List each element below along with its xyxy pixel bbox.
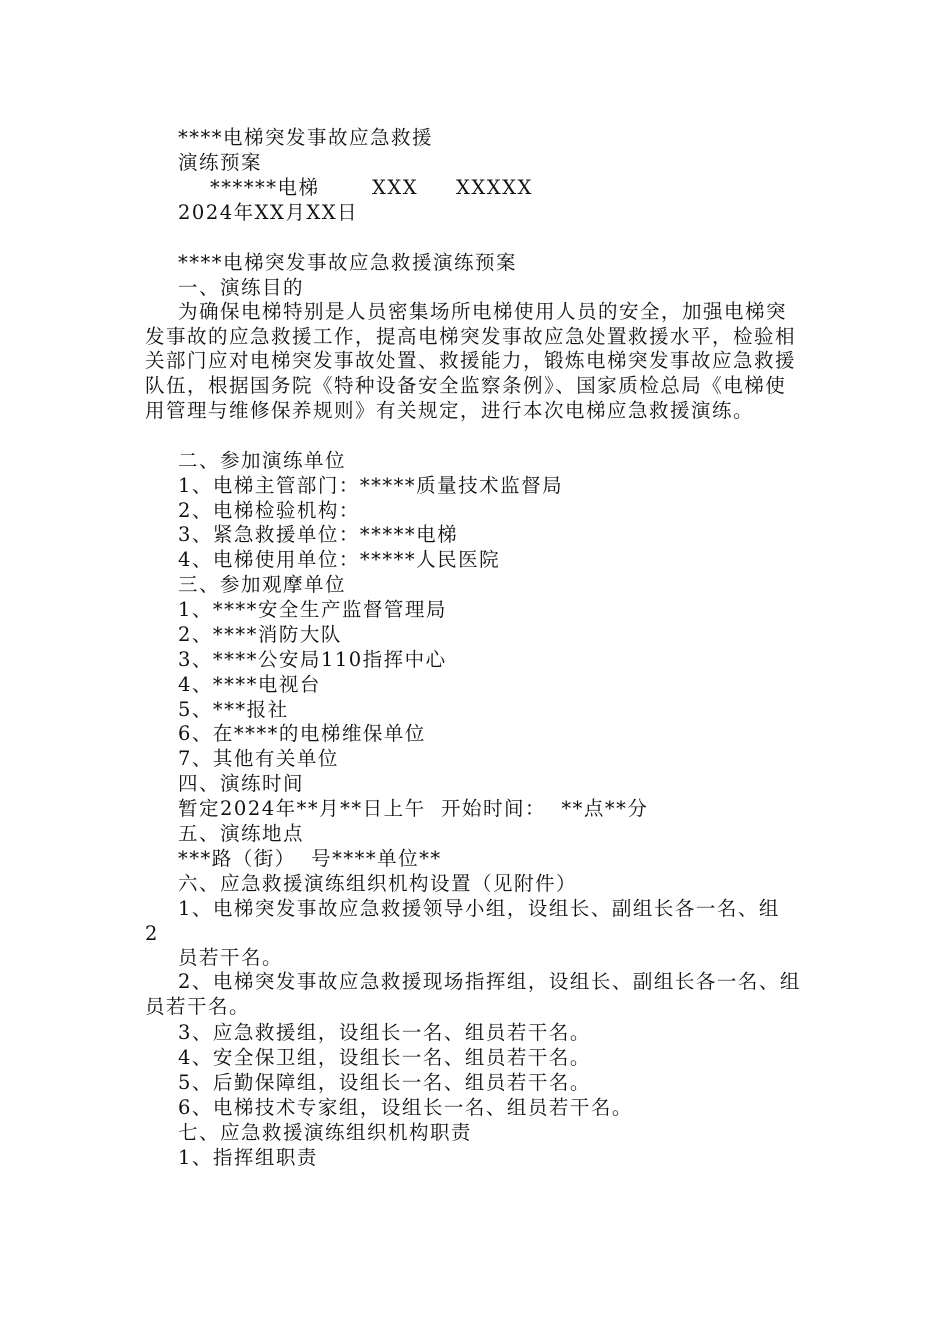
list-item: 3、应急救援组，设组长一名、组员若干名。 (178, 1021, 591, 1044)
section-1-heading: 一、演练目的 (178, 276, 305, 299)
document-title: ****电梯突发事故应急救援演练预案 (178, 251, 518, 274)
section-4-heading: 四、演练时间 (178, 772, 305, 795)
section-1-paragraph: 为确保电梯特别是人员密集场所电梯使用人员的安全，加强电梯突发事故的应急救援工作，提高电梯突发事故应急处置救援水平，检验相关部门应对电梯突发事故处置、救援能力，锻炼电梯突发事故应急救援队伍，根据国务院《特种设备安全监察条例》、国家质检总局《电梯使用管理与维修保养规则》有关规定，进行本次电梯应急救援演练。 (145, 300, 797, 422)
list-item: 2、电梯检验机构： (178, 499, 360, 522)
list-item: 4、电梯使用单位：*****人民医院 (178, 548, 501, 571)
list-item: 3、紧急救援单位：*****电梯 (178, 523, 459, 546)
section-5-text: ***路（街） 号****单位** (178, 847, 442, 870)
list-item: 1、****安全生产监督管理局 (178, 598, 447, 621)
cover-title-line1: ****电梯突发事故应急救援 (178, 126, 434, 149)
cover-field-1: XXX (372, 176, 419, 199)
cover-title-line2: 演练预案 (178, 151, 263, 174)
list-item: 4、****电视台 (178, 673, 321, 696)
section-7-heading: 七、应急救援演练组织机构职责 (178, 1121, 473, 1144)
list-item: 2、****消防大队 (178, 623, 342, 646)
list-item-continued: 员若干名。 (178, 946, 284, 969)
list-item: 6、在****的电梯维保单位 (178, 722, 426, 745)
page-number: 2 (145, 922, 159, 945)
list-item: 7、其他有关单位 (178, 747, 339, 770)
list-item: 2、电梯突发事故应急救援现场指挥组，设组长、副组长各一名、组员若干名。 (145, 970, 801, 1018)
list-item: 6、电梯技术专家组，设组长一名、组员若干名。 (178, 1096, 633, 1119)
cover-field-2: XXXXX (456, 176, 533, 199)
section-4-text: 暂定2024年**月**日上午 开始时间： **点**分 (178, 797, 649, 820)
section-3-heading: 三、参加观摩单位 (178, 573, 347, 596)
section-5-heading: 五、演练地点 (178, 822, 305, 845)
list-item: 1、电梯突发事故应急救援领导小组，设组长、副组长各一名、组 (178, 897, 780, 920)
list-item: 1、指挥组职责 (178, 1146, 318, 1169)
cover-org: ******电梯 (210, 176, 320, 199)
list-item: 4、安全保卫组，设组长一名、组员若干名。 (178, 1046, 591, 1069)
section-2-heading: 二、参加演练单位 (178, 449, 347, 472)
list-item: 5、后勤保障组，设组长一名、组员若干名。 (178, 1071, 591, 1094)
list-item: 3、****公安局110指挥中心 (178, 648, 447, 671)
section-6-heading: 六、应急救援演练组织机构设置（见附件） (178, 872, 578, 895)
cover-date: 2024年XX月XX日 (178, 201, 359, 224)
list-item: 5、***报社 (178, 698, 289, 721)
list-item: 1、电梯主管部门：*****质量技术监督局 (178, 474, 564, 497)
